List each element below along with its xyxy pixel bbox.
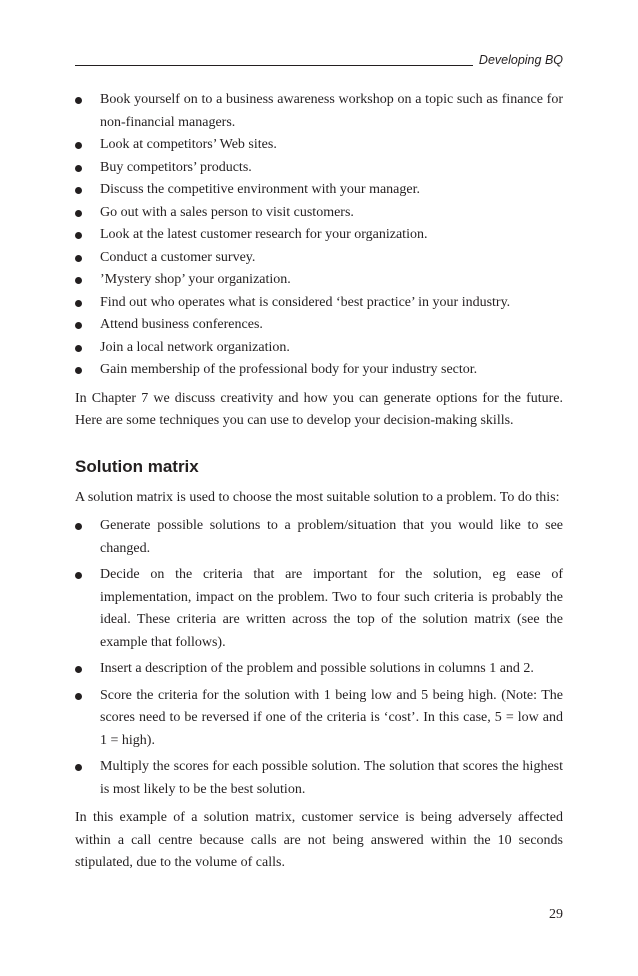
list-item: Insert a description of the problem and possible solutions in columns 1 and 2. — [75, 658, 563, 681]
list-item: Join a local network organization. — [75, 337, 563, 360]
running-head-title: Developing BQ — [478, 53, 563, 67]
list-item: Go out with a sales person to visit customers. — [75, 202, 563, 225]
running-header — [75, 52, 563, 70]
header-rule — [75, 65, 473, 66]
section-intro: A solution matrix is used to choose the most suitable solution to a problem. To do this: — [75, 489, 560, 505]
steps-list — [75, 515, 563, 801]
list-item: Attend business conferences. — [75, 314, 563, 337]
list-item: Buy competitors’ products. — [75, 157, 563, 180]
list-item: Score the criteria for the solution with 1 being low and 5 being high. (Note: The scores need to be reversed if one of the criteria is ‘cost’. In this case, 5 = low and 1 = high). — [75, 685, 563, 753]
list-item: Gain membership of the professional body for your industry sector. — [75, 359, 563, 382]
list-item: ’Mystery shop’ your organization. — [75, 269, 563, 292]
body-paragraph: In Chapter 7 we discuss creativity and how you can generate options for the future. Here are some techniques you can use to develop your decision-making skills. — [75, 390, 563, 428]
list-item: Look at competitors’ Web sites. — [75, 134, 563, 157]
list-item: Book yourself on to a business awareness workshop on a topic such as finance for non-financial managers. — [75, 89, 563, 134]
list-item: Decide on the criteria that are important for the solution, eg ease of implementation, impact on the problem. Two to four such criteria is probably the ideal. These criteria are written across the top of the solution matrix (see the example that follows). — [75, 564, 563, 654]
closing-paragraph: In this example of a solution matrix, customer service is being adversely affected within a call centre because calls are not being answered within the 10 seconds stipulated, due to the volume of calls. — [75, 810, 563, 870]
list-item: Look at the latest customer research for your organization. — [75, 224, 563, 247]
page-number: 29 — [549, 907, 563, 922]
list-item: Generate possible solutions to a problem/situation that you would like to see changed. — [75, 515, 563, 560]
section-heading: Solution matrix — [75, 456, 199, 476]
page-body — [75, 89, 563, 875]
list-item: Conduct a customer survey. — [75, 247, 563, 270]
list-item: Find out who operates what is considered ‘best practice’ in your industry. — [75, 292, 563, 315]
list-item: Discuss the competitive environment with your manager. — [75, 179, 563, 202]
tips-list — [75, 89, 563, 382]
list-item: Multiply the scores for each possible solution. The solution that scores the highest is most likely to be the best solution. — [75, 756, 563, 801]
